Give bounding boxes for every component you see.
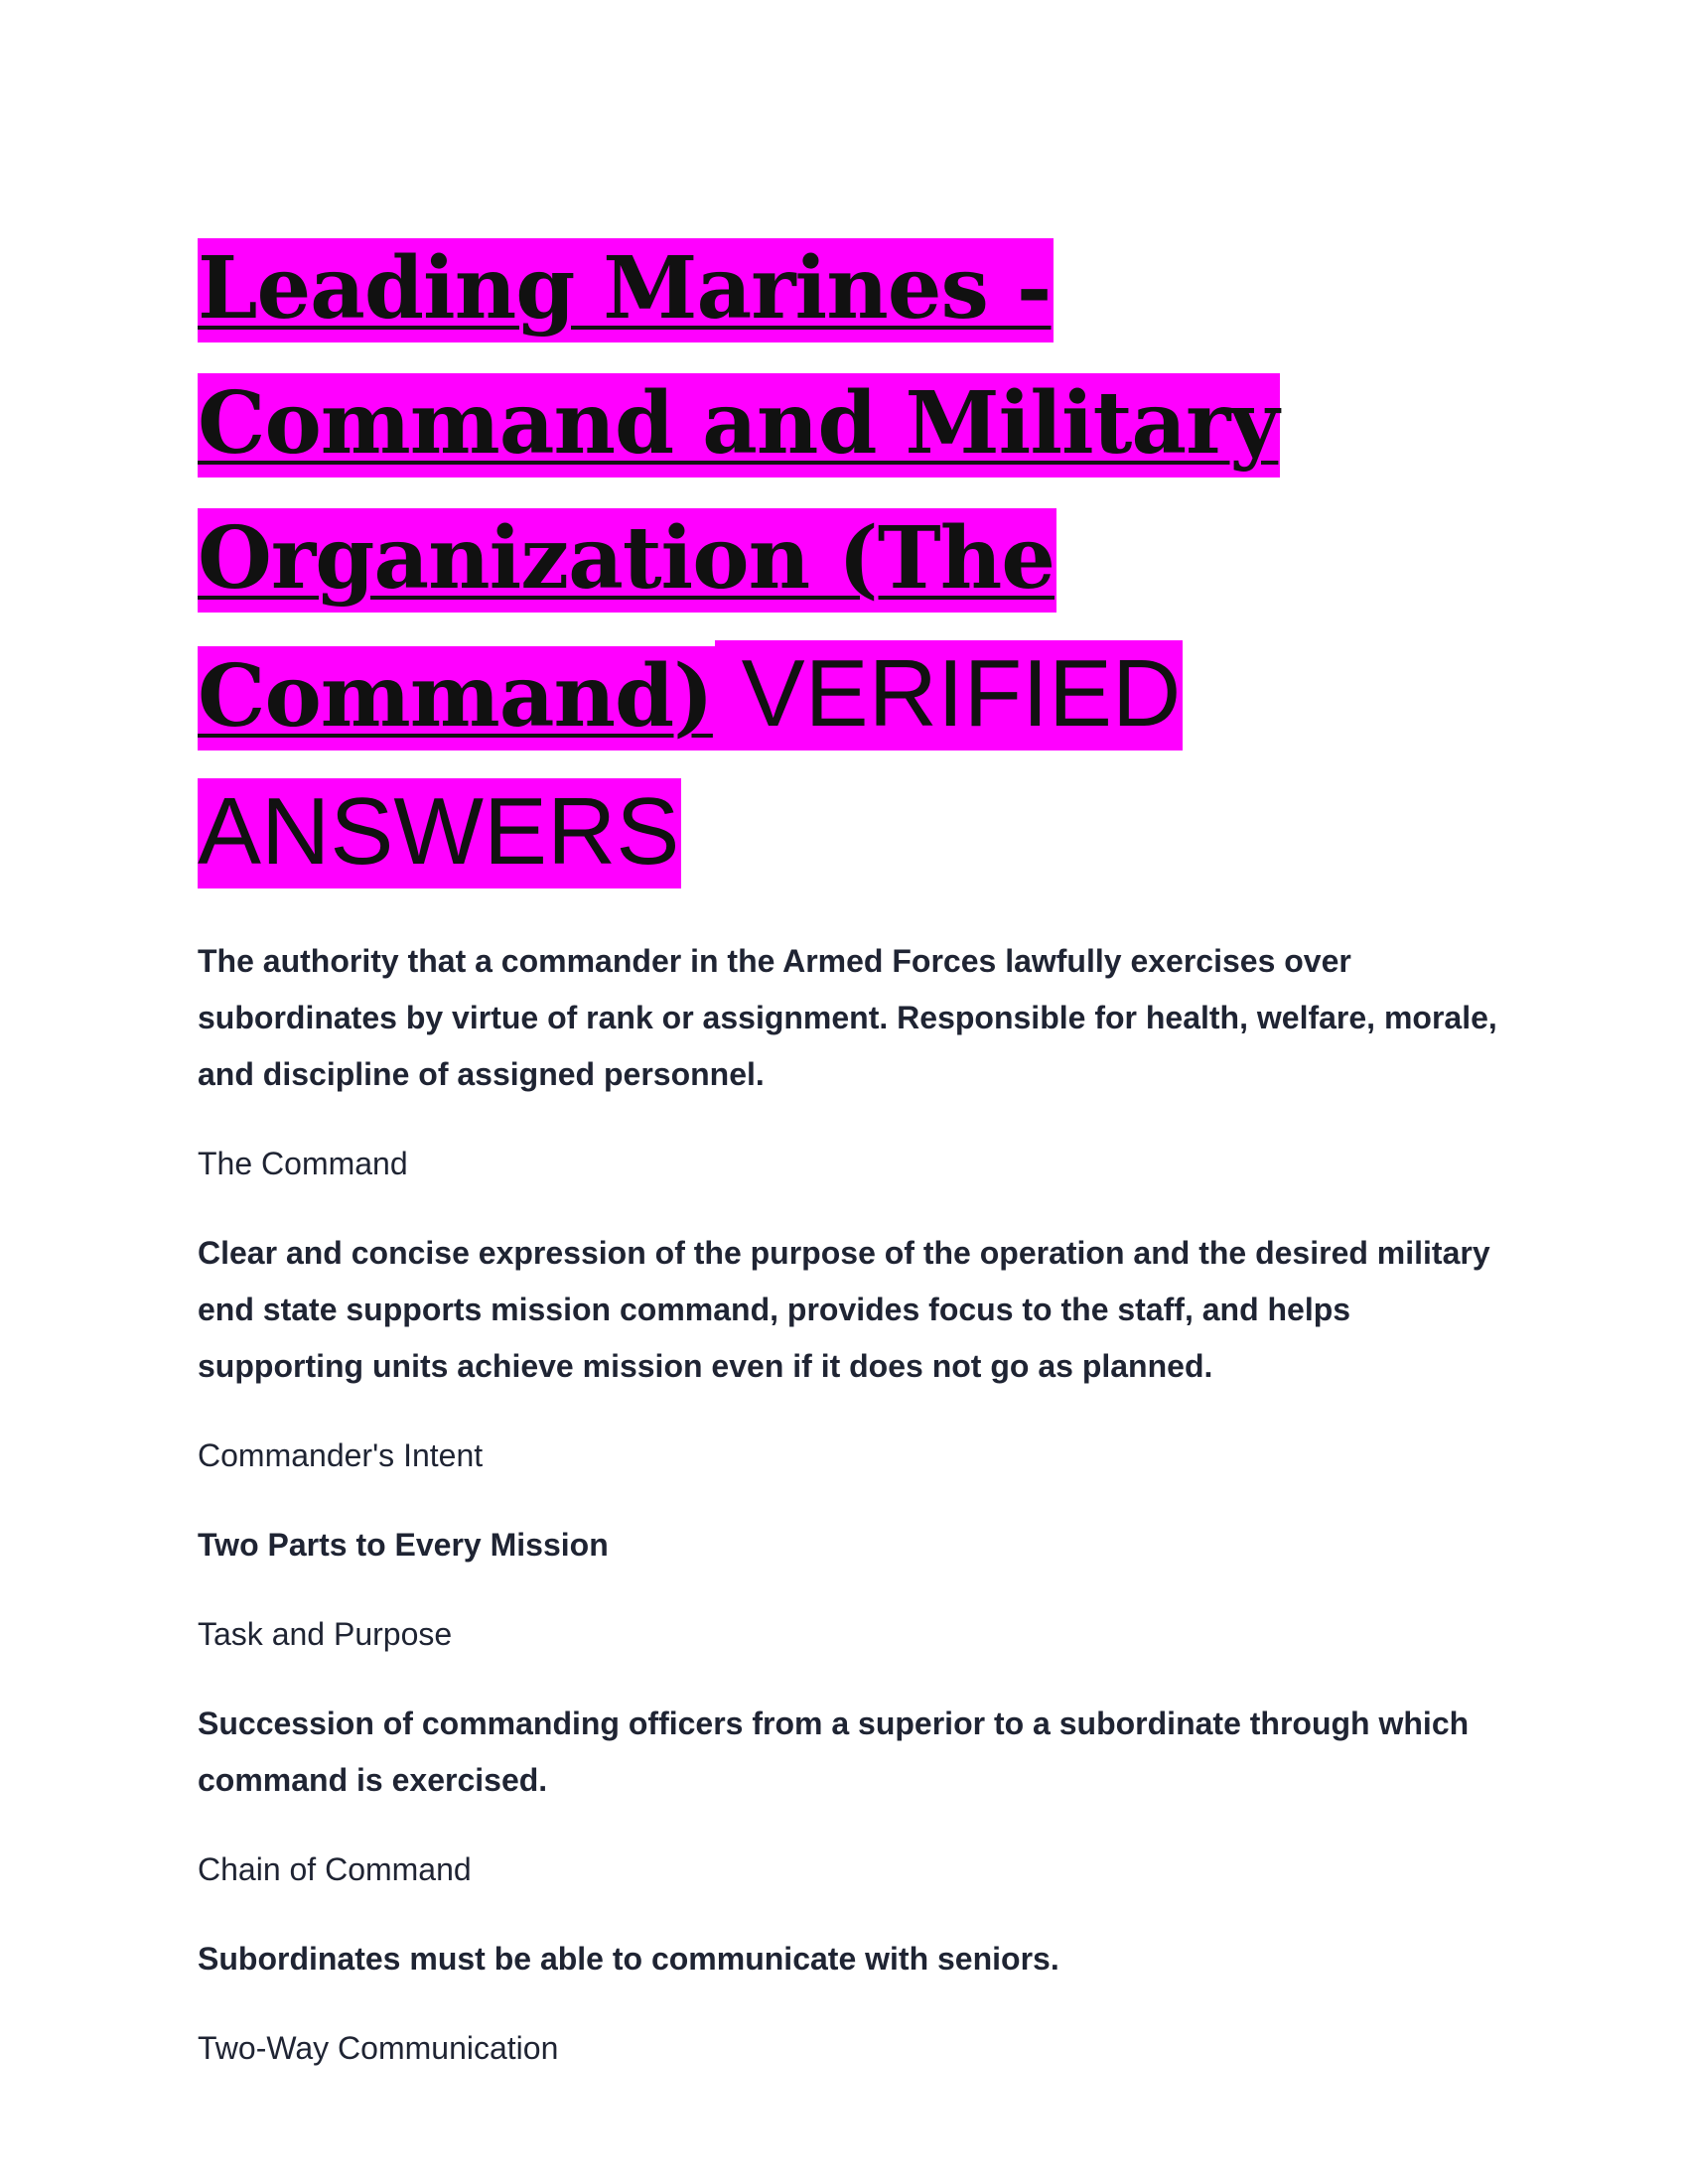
question-text: Succession of commanding officers from a superior to a subordinate through which command is exercised. xyxy=(198,1706,1470,1798)
answer-text: Chain of Command xyxy=(198,1851,472,1887)
question-text: Two Parts to Every Mission xyxy=(198,1527,609,1563)
answer-text: Commander's Intent xyxy=(198,1437,484,1473)
answer-text: Two-Way Communication xyxy=(198,2030,559,2066)
document-content xyxy=(198,230,1498,2110)
answer-text: The Command xyxy=(198,1146,408,1181)
question-text: Clear and concise expression of the purpose of the operation and the desired military end state supports mission command, provides focus to the staff, and helps supporting units achieve mission even if it does not go as planned. xyxy=(198,1235,1490,1384)
question-text: Subordinates must be able to communicate with seniors. xyxy=(198,1941,1059,1977)
qa-item xyxy=(198,933,1498,1192)
qa-item xyxy=(198,1931,1498,2077)
qa-list xyxy=(198,933,1498,2077)
title-main: Leading Marines - Command and Military Organization (The Command) xyxy=(198,238,1280,751)
qa-item xyxy=(198,1517,1498,1663)
question-text: The authority that a commander in the Armed Forces lawfully exercises over subordinates by virtue of rank or assignment. Responsible for health, welfare, morale, and discipline of assigned personnel. xyxy=(198,943,1497,1092)
answer-text: Task and Purpose xyxy=(198,1616,453,1652)
title-suffix-text: VERIFIED ANSWERS xyxy=(198,640,1182,885)
qa-item xyxy=(198,1225,1498,1484)
qa-item xyxy=(198,1696,1498,1898)
document-title xyxy=(198,230,1498,911)
